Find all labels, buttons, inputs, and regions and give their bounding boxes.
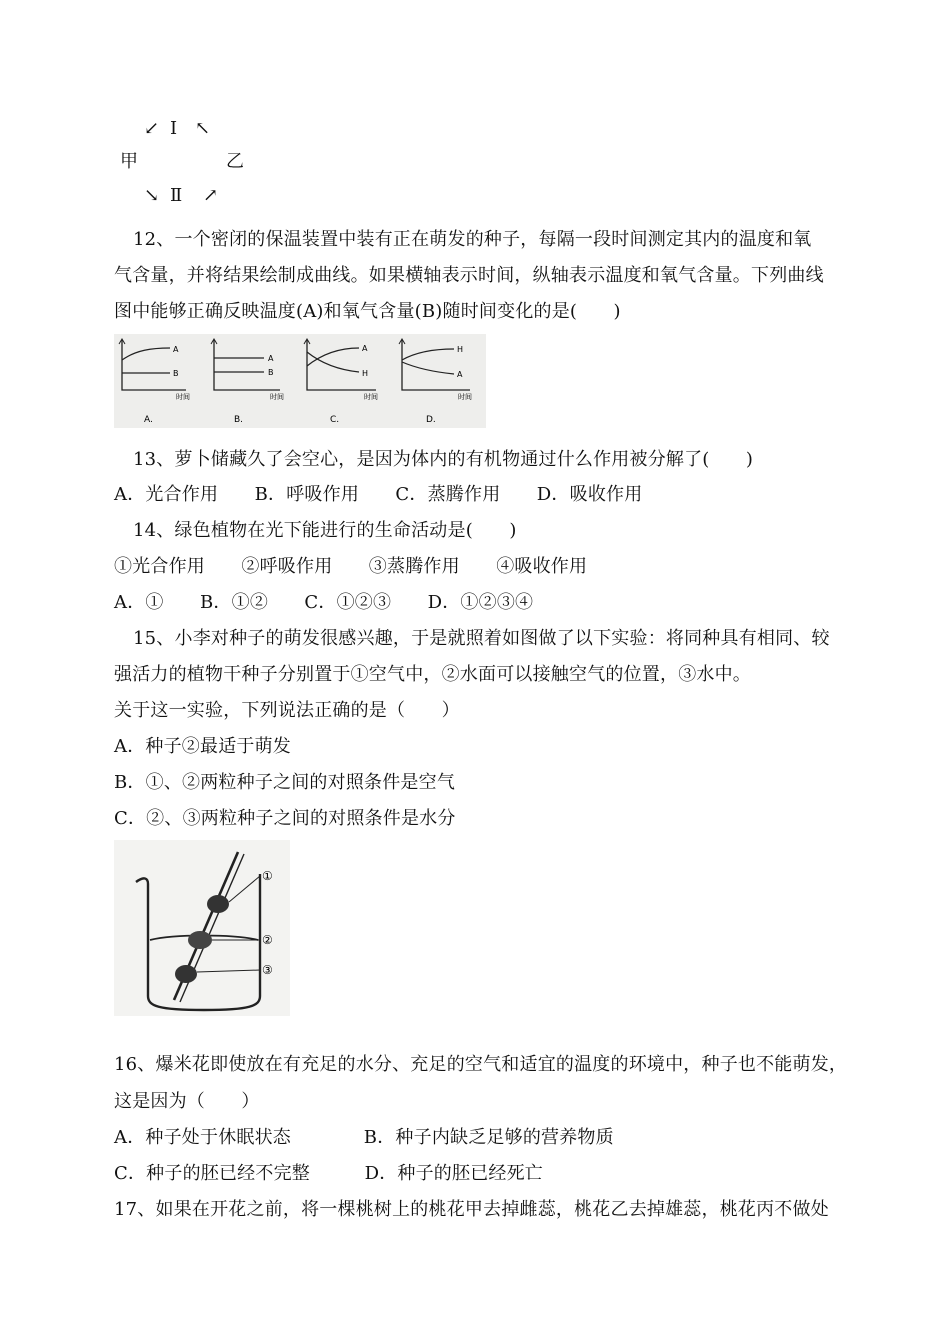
graph-a-option-label: A. — [144, 415, 153, 425]
q12-line2: 气含量，并将结果绘制成曲线。如果横轴表示时间，纵轴表示温度和氧气含量。下列曲线 — [114, 265, 824, 286]
graph-a — [119, 339, 190, 425]
beaker-svg — [114, 840, 290, 1016]
q15-option-c: C．②、③两粒种子之间的对照条件是水分 — [114, 808, 456, 829]
graph-b-axis-label: 时间 — [270, 393, 284, 401]
beaker-label-1: ① — [262, 869, 273, 883]
q12-graph-figure — [114, 334, 486, 428]
arrow-down-left-icon: ↙ — [144, 118, 160, 139]
graph-b-curve2-label: B — [268, 368, 274, 377]
graph-a-curve2-label: B — [173, 369, 179, 378]
graph-d — [399, 339, 472, 425]
graph-d-curve1-label: H — [457, 345, 464, 354]
beaker-label-2: ② — [262, 933, 273, 947]
seed-2 — [188, 931, 212, 949]
q17-line1: 17、如果在开花之前，将一棵桃树上的桃花甲去掉雌蕊，桃花乙去掉雄蕊，桃花丙不做处 — [114, 1199, 829, 1220]
roman-numeral-two: Ⅱ — [170, 185, 183, 206]
graph-d-curve-a — [402, 362, 454, 374]
graph-c-curve1-label: A — [362, 344, 368, 353]
graph-d-axis-label: 时间 — [458, 393, 472, 401]
graph-b-curve1-label: A — [268, 354, 274, 363]
q16-options-cd: C．种子的胚已经不完整 D．种子的胚已经死亡 — [114, 1163, 544, 1184]
seed-1 — [207, 895, 229, 913]
graph-d-curve2-label: A — [457, 370, 463, 379]
graph-a-curve-a — [122, 348, 170, 360]
q12-graphs-svg — [114, 334, 486, 428]
q15-option-b: B．①、②两粒种子之间的对照条件是空气 — [114, 772, 456, 793]
arrow-up-right-icon: ↗ — [203, 185, 219, 206]
q16-line1: 16、爆米花即使放在有充足的水分、充足的空气和适宜的温度的环境中，种子也不能萌发， — [114, 1054, 848, 1075]
q14-items: ①光合作用 ②呼吸作用 ③蒸腾作用 ④吸收作用 — [114, 556, 588, 577]
graph-d-option-label: D. — [426, 415, 436, 425]
q16-line2: 这是因为（ ） — [114, 1091, 260, 1112]
graph-b-option-label: B. — [234, 415, 244, 425]
q12-line1: 12、一个密闭的保温装置中装有正在萌发的种子，每隔一段时间测定其内的温度和氧 — [133, 229, 812, 250]
cycle-label-yi: 乙 — [226, 151, 244, 172]
graph-b — [211, 339, 284, 425]
q16-options-ab: A．种子处于休眠状态 B．种子内缺乏足够的营养物质 — [114, 1127, 614, 1148]
q15-beaker-figure — [114, 840, 290, 1016]
q13-options: A．光合作用 B．呼吸作用 C．蒸腾作用 D．吸收作用 — [114, 484, 643, 505]
graph-c-option-label: C. — [330, 415, 340, 425]
graph-c — [304, 339, 378, 425]
q13-stem: 13、萝卜储藏久了会空心，是因为体内的有机物通过什么作用被分解了( ) — [133, 449, 754, 470]
beaker-label-3: ③ — [262, 963, 273, 977]
seed-3 — [175, 965, 197, 983]
q14-options: A．① B．①② C．①②③ D．①②③④ — [114, 592, 534, 613]
graph-c-axis-label: 时间 — [364, 393, 378, 401]
q15-option-a: A．种子②最适于萌发 — [114, 736, 291, 757]
roman-numeral-one: Ⅰ — [170, 118, 178, 139]
graph-c-curve-b — [307, 352, 359, 372]
q12-line3: 图中能够正确反映温度(A)和氧气含量(B)随时间变化的是( ) — [114, 301, 621, 322]
graph-a-axis-label: 时间 — [176, 393, 190, 401]
q15-line1: 15、小李对种子的萌发很感兴趣，于是就照着如图做了以下实验：将同种具有相同、较 — [133, 628, 830, 649]
q15-line3: 关于这一实验，下列说法正确的是（ ） — [114, 700, 460, 721]
q15-line2: 强活力的植物干种子分别置于①空气中，②水面可以接触空气的位置，③水中。 — [114, 664, 751, 685]
arrow-up-left-icon: ↖ — [195, 118, 211, 139]
arrow-down-right-icon: ↘ — [144, 185, 160, 206]
q14-stem: 14、绿色植物在光下能进行的生命活动是( ) — [133, 520, 517, 541]
cycle-label-jia: 甲 — [120, 151, 138, 172]
graph-d-curve-h — [402, 349, 454, 360]
graph-c-curve2-label: H — [362, 369, 369, 378]
graph-a-curve1-label: A — [173, 345, 179, 354]
